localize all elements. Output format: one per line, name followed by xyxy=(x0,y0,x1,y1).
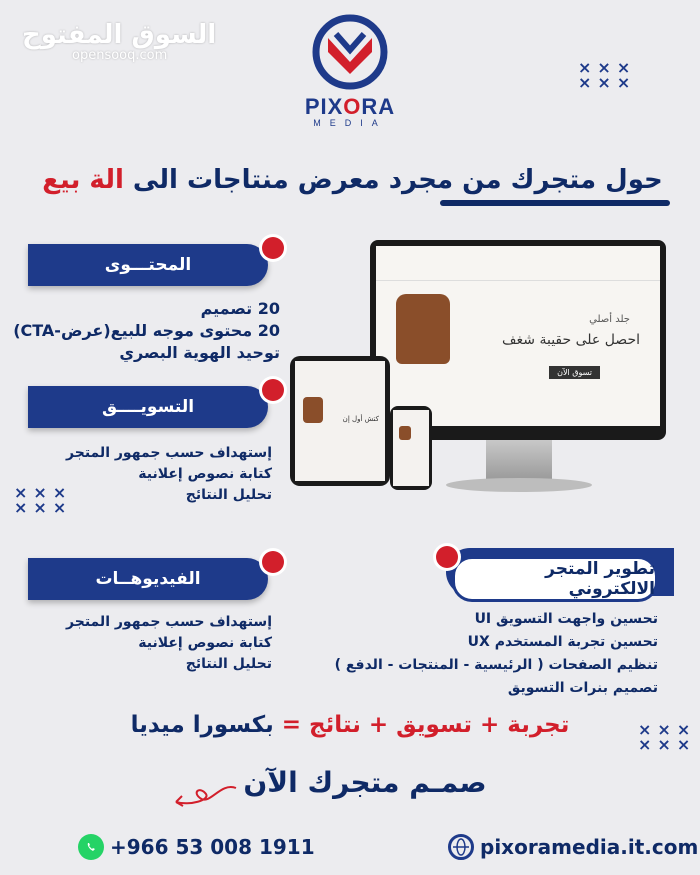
brand-logo xyxy=(295,12,405,128)
content-list xyxy=(13,298,280,364)
list-item: تنظيم الصفحات ( الرئيسية - المنتجات - الدفع ) xyxy=(334,657,658,673)
website-url: pixoramedia.it.com xyxy=(480,835,699,859)
list-item: 20 تصميم xyxy=(200,299,280,318)
pixora-emblem-icon xyxy=(310,12,390,92)
phone-contact[interactable] xyxy=(78,834,315,860)
x-pattern-decoration: ××× ××× xyxy=(14,483,73,517)
banner-line1: جلد أصلي xyxy=(589,314,630,325)
red-dot xyxy=(262,379,284,401)
list-item: تحليل النتائج xyxy=(185,656,272,672)
brand-name: PIXORA xyxy=(304,94,396,119)
bag-image xyxy=(396,294,450,364)
phone-number: +966 53 008 1911 xyxy=(110,835,315,859)
list-item: كتابة نصوص إعلانية xyxy=(138,466,272,482)
section-title-videos: الفيديوهــات xyxy=(28,558,268,600)
opensooq-watermark xyxy=(22,20,216,63)
section-title-store-dev: تطوير المتجر الالكتروني xyxy=(452,556,658,602)
site-header xyxy=(376,246,660,281)
headline-underline xyxy=(440,200,670,206)
watermark-latin: opensooq.com xyxy=(72,48,168,63)
red-dot xyxy=(436,546,458,568)
list-item: إستهداف حسب جمهور المتجر xyxy=(66,445,272,461)
watermark-arabic: السوق المفتوح xyxy=(22,20,217,50)
tablet-mockup xyxy=(290,356,390,486)
formula-tagline: تجربة + تسويق + نتائج = بكسورا ميديا xyxy=(130,712,570,738)
banner-button: تسوق الآن xyxy=(549,366,600,379)
phone-mockup xyxy=(390,406,432,490)
list-item: تحسين واجهت التسويق UI xyxy=(474,611,658,627)
red-dot xyxy=(262,237,284,259)
store-dev-list xyxy=(335,608,658,700)
list-item: تحسين تجربة المستخدم UX xyxy=(467,634,658,650)
tablet-screen xyxy=(295,361,385,481)
phone-bag-image xyxy=(399,426,411,440)
section-title-content: المحتـــوى xyxy=(28,244,268,286)
brand-sub: MEDIA xyxy=(313,118,387,128)
whatsapp-icon xyxy=(78,834,104,860)
banner-line2: احصل على حقيبة شغف xyxy=(502,332,640,348)
phone-screen xyxy=(393,410,429,486)
list-item: كتابة نصوص إعلانية xyxy=(138,635,272,651)
x-pattern-decoration: ××× ××× xyxy=(638,720,697,754)
list-item: تحليل النتائج xyxy=(185,487,272,503)
cta-heading: صمـم متجرك الآن xyxy=(243,766,487,799)
tablet-bag-image xyxy=(303,397,323,423)
headline: حول متجرك من مجرد معرض منتاجات الى الة بيع xyxy=(42,165,663,195)
red-dot xyxy=(262,551,284,573)
monitor-base xyxy=(446,478,592,492)
videos-list xyxy=(66,612,272,675)
section-title-marketing: التسويــــق xyxy=(28,386,268,428)
x-pattern-decoration: ××× ××× xyxy=(578,58,637,92)
tablet-text: كتش أول إن xyxy=(342,415,379,423)
globe-icon xyxy=(448,834,474,860)
website-contact[interactable] xyxy=(448,834,698,860)
list-item: تصميم بنرات التسويق xyxy=(507,680,658,696)
monitor-stand xyxy=(486,440,552,480)
list-item: إستهداف حسب جمهور المتجر xyxy=(66,614,272,630)
marketing-list xyxy=(66,443,272,506)
list-item: 20 محتوى موجه للبيع(عرض-CTA) xyxy=(13,321,280,340)
monitor-screen xyxy=(376,246,660,426)
list-item: توحيد الهوية البصري xyxy=(119,343,280,362)
curved-arrow-icon xyxy=(170,782,240,812)
